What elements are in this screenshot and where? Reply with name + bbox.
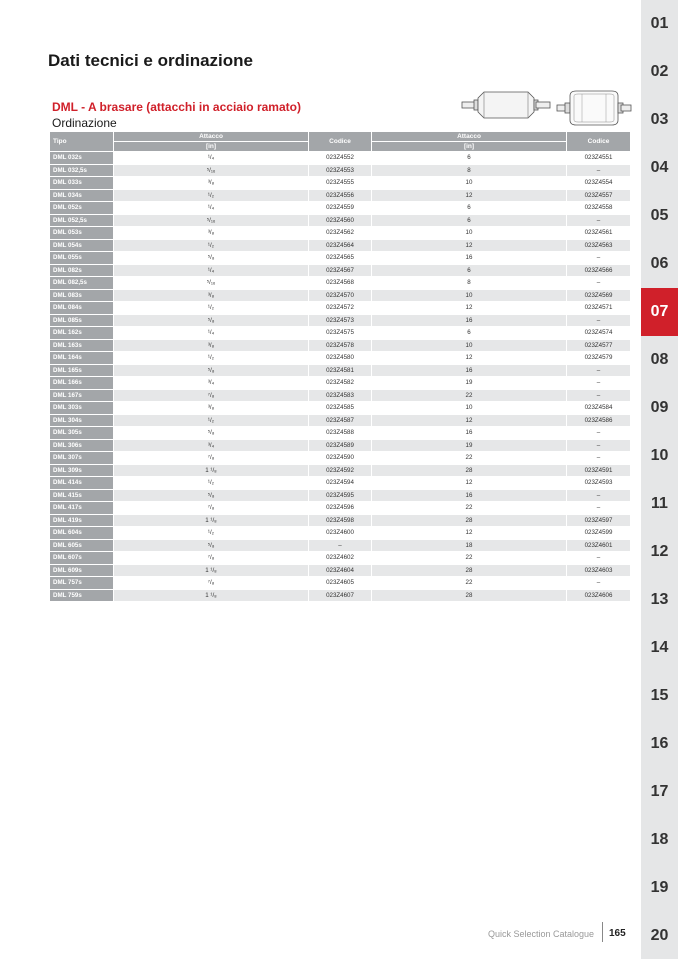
cell-attacco-mm: 28 [372,565,566,577]
chapter-tab-15[interactable]: 15 [650,687,669,704]
chapter-tab-08[interactable]: 08 [650,351,669,368]
cell-tipo: DML 604s [50,527,113,539]
table-row [50,427,630,439]
cell-codice-1: 023Z4600 [309,527,371,539]
cell-codice-1: 023Z4587 [309,415,371,427]
cell-attacco-mm: 19 [372,440,566,452]
cell-codice-2: – [567,502,630,514]
table-row [50,452,630,464]
cell-codice-2: 023Z4574 [567,327,630,339]
cell-attacco-mm: 18 [372,540,566,552]
cell-codice-2: – [567,252,630,264]
cell-codice-1: 023Z4592 [309,465,371,477]
cell-codice-1: 023Z4581 [309,365,371,377]
cell-codice-1: 023Z4572 [309,302,371,314]
cell-attacco-mm: 10 [372,402,566,414]
cell-codice-2: 023Z4571 [567,302,630,314]
cell-attacco-in: ³/₄ [114,377,308,389]
cell-attacco-in: ³/₈ [114,227,308,239]
cell-attacco-mm: 12 [372,240,566,252]
cell-attacco-in: ⁷/₈ [114,502,308,514]
cell-tipo: DML 759s [50,590,113,602]
cell-attacco-mm: 10 [372,177,566,189]
section-subtitle: Ordinazione [52,116,117,130]
cell-codice-1: 023Z4580 [309,352,371,364]
cell-codice-1: 023Z4590 [309,452,371,464]
cell-tipo: DML 307s [50,452,113,464]
table-row [50,302,630,314]
cell-tipo: DML 415s [50,490,113,502]
chapter-tab-10[interactable]: 10 [650,447,669,464]
cell-codice-2: 023Z4563 [567,240,630,252]
chapter-tab-09[interactable]: 09 [650,399,669,416]
table-row [50,490,630,502]
cell-attacco-in: ⁷/₈ [114,552,308,564]
cell-codice-2: 023Z4577 [567,340,630,352]
cell-attacco-mm: 12 [372,477,566,489]
cell-attacco-mm: 12 [372,352,566,364]
cell-tipo: DML 032s [50,152,113,164]
cell-attacco-in: 1 ¹/₈ [114,590,308,602]
chapter-tab-02[interactable]: 02 [650,63,669,80]
cell-codice-1: 023Z4553 [309,165,371,177]
chapter-tab-13[interactable]: 13 [650,591,669,608]
cell-attacco-in: ¹/₂ [114,240,308,252]
table-row [50,165,630,177]
cell-tipo: DML 082,5s [50,277,113,289]
header-attacco-1: Attacco [114,132,308,141]
cell-attacco-in: ⁵/₈ [114,252,308,264]
cell-tipo: DML 083s [50,290,113,302]
chapter-tab-06[interactable]: 06 [650,255,669,272]
cell-codice-1: 023Z4585 [309,402,371,414]
cell-attacco-in: ¹/₄ [114,265,308,277]
cell-attacco-mm: 16 [372,315,566,327]
table-row [50,277,630,289]
cell-tipo: DML 165s [50,365,113,377]
chapter-tab-11[interactable]: 11 [651,495,668,512]
cell-tipo: DML 609s [50,565,113,577]
cell-attacco-in: ¹/₂ [114,477,308,489]
table-row [50,177,630,189]
header-attacco-2: Attacco [372,132,566,141]
table-row [50,377,630,389]
cell-codice-1: 023Z4568 [309,277,371,289]
filter-drier-side-view-image [460,88,552,122]
chapter-tab-18[interactable]: 18 [650,831,669,848]
table-row [50,240,630,252]
chapter-tab-03[interactable]: 03 [650,111,669,128]
cell-codice-2: – [567,427,630,439]
chapter-tab-19[interactable]: 19 [650,879,669,896]
cell-tipo: DML 304s [50,415,113,427]
table-row [50,440,630,452]
cell-tipo: DML 757s [50,577,113,589]
cell-codice-2: 023Z4586 [567,415,630,427]
cell-tipo: DML 309s [50,465,113,477]
cell-attacco-in: ¹/₂ [114,415,308,427]
header-codice-1: Codice [309,132,371,151]
header-codice-2: Codice [567,132,630,151]
cell-tipo: DML 032,5s [50,165,113,177]
table-row [50,477,630,489]
chapter-tab-14[interactable]: 14 [650,639,669,656]
cell-tipo: DML 052s [50,202,113,214]
cell-attacco-mm: 8 [372,165,566,177]
cell-attacco-mm: 12 [372,415,566,427]
cell-attacco-mm: 28 [372,465,566,477]
cell-tipo: DML 082s [50,265,113,277]
cell-codice-2: 023Z4606 [567,590,630,602]
chapter-tab-05[interactable]: 05 [650,207,669,224]
table-row [50,502,630,514]
footer-divider [602,922,603,942]
cell-codice-1: 023Z4595 [309,490,371,502]
cell-codice-2: – [567,390,630,402]
table-row [50,552,630,564]
table-row [50,540,630,552]
filter-drier-section-view-image [556,88,632,128]
cell-attacco-in: ⁵/₁₆ [114,215,308,227]
table-row [50,365,630,377]
table-row [50,402,630,414]
cell-codice-2: 023Z4601 [567,540,630,552]
cell-codice-1: 023Z4582 [309,377,371,389]
cell-attacco-mm: 8 [372,277,566,289]
cell-codice-1: – [309,540,371,552]
cell-attacco-in: ⁷/₈ [114,577,308,589]
cell-tipo: DML 163s [50,340,113,352]
cell-tipo: DML 052,5s [50,215,113,227]
cell-attacco-in: ¹/₂ [114,527,308,539]
cell-codice-2: 023Z4593 [567,477,630,489]
cell-attacco-mm: 12 [372,190,566,202]
table-row [50,515,630,527]
table-row [50,227,630,239]
cell-attacco-mm: 6 [372,327,566,339]
header-tipo: Tipo [50,132,113,151]
cell-attacco-in: ¹/₄ [114,152,308,164]
table-row [50,315,630,327]
cell-attacco-in: ³/₈ [114,340,308,352]
cell-attacco-mm: 6 [372,265,566,277]
cell-tipo: DML 419s [50,515,113,527]
cell-codice-2: – [567,490,630,502]
cell-codice-2: – [567,277,630,289]
cell-attacco-in: ³/₈ [114,402,308,414]
cell-codice-1: 023Z4596 [309,502,371,514]
cell-attacco-mm: 16 [372,490,566,502]
cell-codice-1: 023Z4560 [309,215,371,227]
chapter-tab-16[interactable]: 16 [650,735,669,752]
cell-attacco-mm: 28 [372,590,566,602]
chapter-tab-12[interactable]: 12 [650,543,669,560]
cell-attacco-mm: 10 [372,340,566,352]
cell-attacco-mm: 6 [372,215,566,227]
cell-codice-1: 023Z4562 [309,227,371,239]
footer-catalogue-label: Quick Selection Catalogue [487,929,594,939]
cell-codice-2: 023Z4579 [567,352,630,364]
cell-codice-1: 023Z4567 [309,265,371,277]
cell-attacco-mm: 10 [372,227,566,239]
table-row [50,290,630,302]
header-unit-in-1: [in] [114,142,308,151]
cell-tipo: DML 305s [50,427,113,439]
cell-tipo: DML 303s [50,402,113,414]
cell-codice-1: 023Z4552 [309,152,371,164]
cell-codice-2: – [567,165,630,177]
cell-attacco-in: 1 ¹/₈ [114,565,308,577]
cell-attacco-in: ³/₈ [114,290,308,302]
cell-codice-1: 023Z4605 [309,577,371,589]
table-row [50,252,630,264]
cell-attacco-in: ⁷/₈ [114,390,308,402]
cell-codice-2: 023Z4561 [567,227,630,239]
cell-codice-1: 023Z4602 [309,552,371,564]
cell-codice-1: 023Z4570 [309,290,371,302]
cell-attacco-mm: 16 [372,365,566,377]
cell-codice-1: 023Z4575 [309,327,371,339]
cell-attacco-mm: 12 [372,527,566,539]
ordering-table [49,131,631,602]
cell-attacco-in: ¹/₄ [114,327,308,339]
cell-codice-2: – [567,365,630,377]
table-row [50,202,630,214]
cell-tipo: DML 414s [50,477,113,489]
cell-codice-2: – [567,440,630,452]
cell-tipo: DML 607s [50,552,113,564]
cell-codice-2: 023Z4551 [567,152,630,164]
chapter-tab-17[interactable]: 17 [650,783,669,800]
section-title: DML - A brasare (attacchi in acciaio ramato) [52,100,301,114]
cell-attacco-mm: 22 [372,577,566,589]
cell-codice-2: 023Z4591 [567,465,630,477]
cell-attacco-mm: 22 [372,452,566,464]
cell-attacco-in: ⁵/₁₆ [114,165,308,177]
cell-codice-1: 023Z4555 [309,177,371,189]
table-row [50,590,630,602]
cell-codice-2: 023Z4557 [567,190,630,202]
table-row [50,352,630,364]
cell-tipo: DML 164s [50,352,113,364]
cell-attacco-in: ¹/₂ [114,352,308,364]
cell-attacco-mm: 22 [372,552,566,564]
cell-tipo: DML 605s [50,540,113,552]
cell-codice-2: – [567,315,630,327]
table-row [50,340,630,352]
table-row [50,215,630,227]
cell-tipo: DML 166s [50,377,113,389]
cell-attacco-mm: 22 [372,390,566,402]
cell-codice-1: 023Z4607 [309,590,371,602]
cell-codice-1: 023Z4565 [309,252,371,264]
cell-codice-1: 023Z4564 [309,240,371,252]
cell-attacco-in: 1 ¹/₈ [114,465,308,477]
cell-tipo: DML 034s [50,190,113,202]
table-row [50,190,630,202]
cell-codice-1: 023Z4598 [309,515,371,527]
cell-codice-2: – [567,377,630,389]
cell-attacco-in: ³/₄ [114,440,308,452]
table-row [50,565,630,577]
cell-codice-1: 023Z4559 [309,202,371,214]
table-row [50,465,630,477]
chapter-tab-07[interactable]: 07 [641,288,678,336]
cell-attacco-mm: 19 [372,377,566,389]
cell-attacco-in: ¹/₂ [114,190,308,202]
cell-codice-1: 023Z4604 [309,565,371,577]
cell-attacco-mm: 6 [372,152,566,164]
cell-codice-1: 023Z4588 [309,427,371,439]
cell-codice-1: 023Z4583 [309,390,371,402]
cell-codice-2: 023Z4558 [567,202,630,214]
cell-attacco-mm: 6 [372,202,566,214]
table-row [50,327,630,339]
cell-tipo: DML 085s [50,315,113,327]
cell-attacco-in: ⁵/₈ [114,365,308,377]
cell-attacco-in: ¹/₂ [114,302,308,314]
cell-tipo: DML 167s [50,390,113,402]
cell-tipo: DML 033s [50,177,113,189]
cell-tipo: DML 054s [50,240,113,252]
cell-codice-2: 023Z4566 [567,265,630,277]
cell-codice-1: 023Z4594 [309,477,371,489]
cell-attacco-mm: 28 [372,515,566,527]
cell-attacco-in: ⁵/₈ [114,315,308,327]
cell-attacco-mm: 16 [372,427,566,439]
chapter-tab-20[interactable]: 20 [650,927,669,944]
header-unit-in-2: [in] [372,142,566,151]
table-row [50,577,630,589]
table-row [50,527,630,539]
cell-codice-2: – [567,577,630,589]
cell-tipo: DML 053s [50,227,113,239]
cell-attacco-in: ³/₈ [114,177,308,189]
chapter-sidebar [641,0,678,959]
cell-codice-1: 023Z4589 [309,440,371,452]
cell-tipo: DML 162s [50,327,113,339]
cell-codice-2: 023Z4569 [567,290,630,302]
cell-attacco-mm: 12 [372,302,566,314]
cell-codice-2: 023Z4599 [567,527,630,539]
cell-attacco-in: ⁷/₈ [114,452,308,464]
chapter-tab-04[interactable]: 04 [650,159,669,176]
cell-attacco-in: ¹/₄ [114,202,308,214]
table-row [50,415,630,427]
cell-codice-1: 023Z4578 [309,340,371,352]
table-row [50,152,630,164]
page-number: 165 [609,928,626,939]
cell-tipo: DML 084s [50,302,113,314]
cell-attacco-in: 1 ¹/₈ [114,515,308,527]
chapter-tab-01[interactable]: 01 [650,15,669,32]
cell-codice-2: – [567,552,630,564]
cell-attacco-mm: 10 [372,290,566,302]
ordering-table-body [50,152,630,601]
cell-attacco-in: ⁵/₈ [114,540,308,552]
cell-codice-2: 023Z4597 [567,515,630,527]
cell-tipo: DML 055s [50,252,113,264]
cell-codice-2: – [567,215,630,227]
cell-codice-2: 023Z4603 [567,565,630,577]
cell-codice-2: 023Z4554 [567,177,630,189]
cell-codice-2: 023Z4584 [567,402,630,414]
table-row [50,265,630,277]
cell-attacco-mm: 22 [372,502,566,514]
cell-attacco-in: ⁵/₁₆ [114,277,308,289]
cell-attacco-mm: 16 [372,252,566,264]
cell-codice-2: – [567,452,630,464]
cell-attacco-in: ⁵/₈ [114,427,308,439]
table-row [50,390,630,402]
cell-tipo: DML 306s [50,440,113,452]
cell-codice-1: 023Z4573 [309,315,371,327]
cell-attacco-in: ⁵/₈ [114,490,308,502]
page-title: Dati tecnici e ordinazione [48,51,253,70]
cell-codice-1: 023Z4556 [309,190,371,202]
cell-tipo: DML 417s [50,502,113,514]
